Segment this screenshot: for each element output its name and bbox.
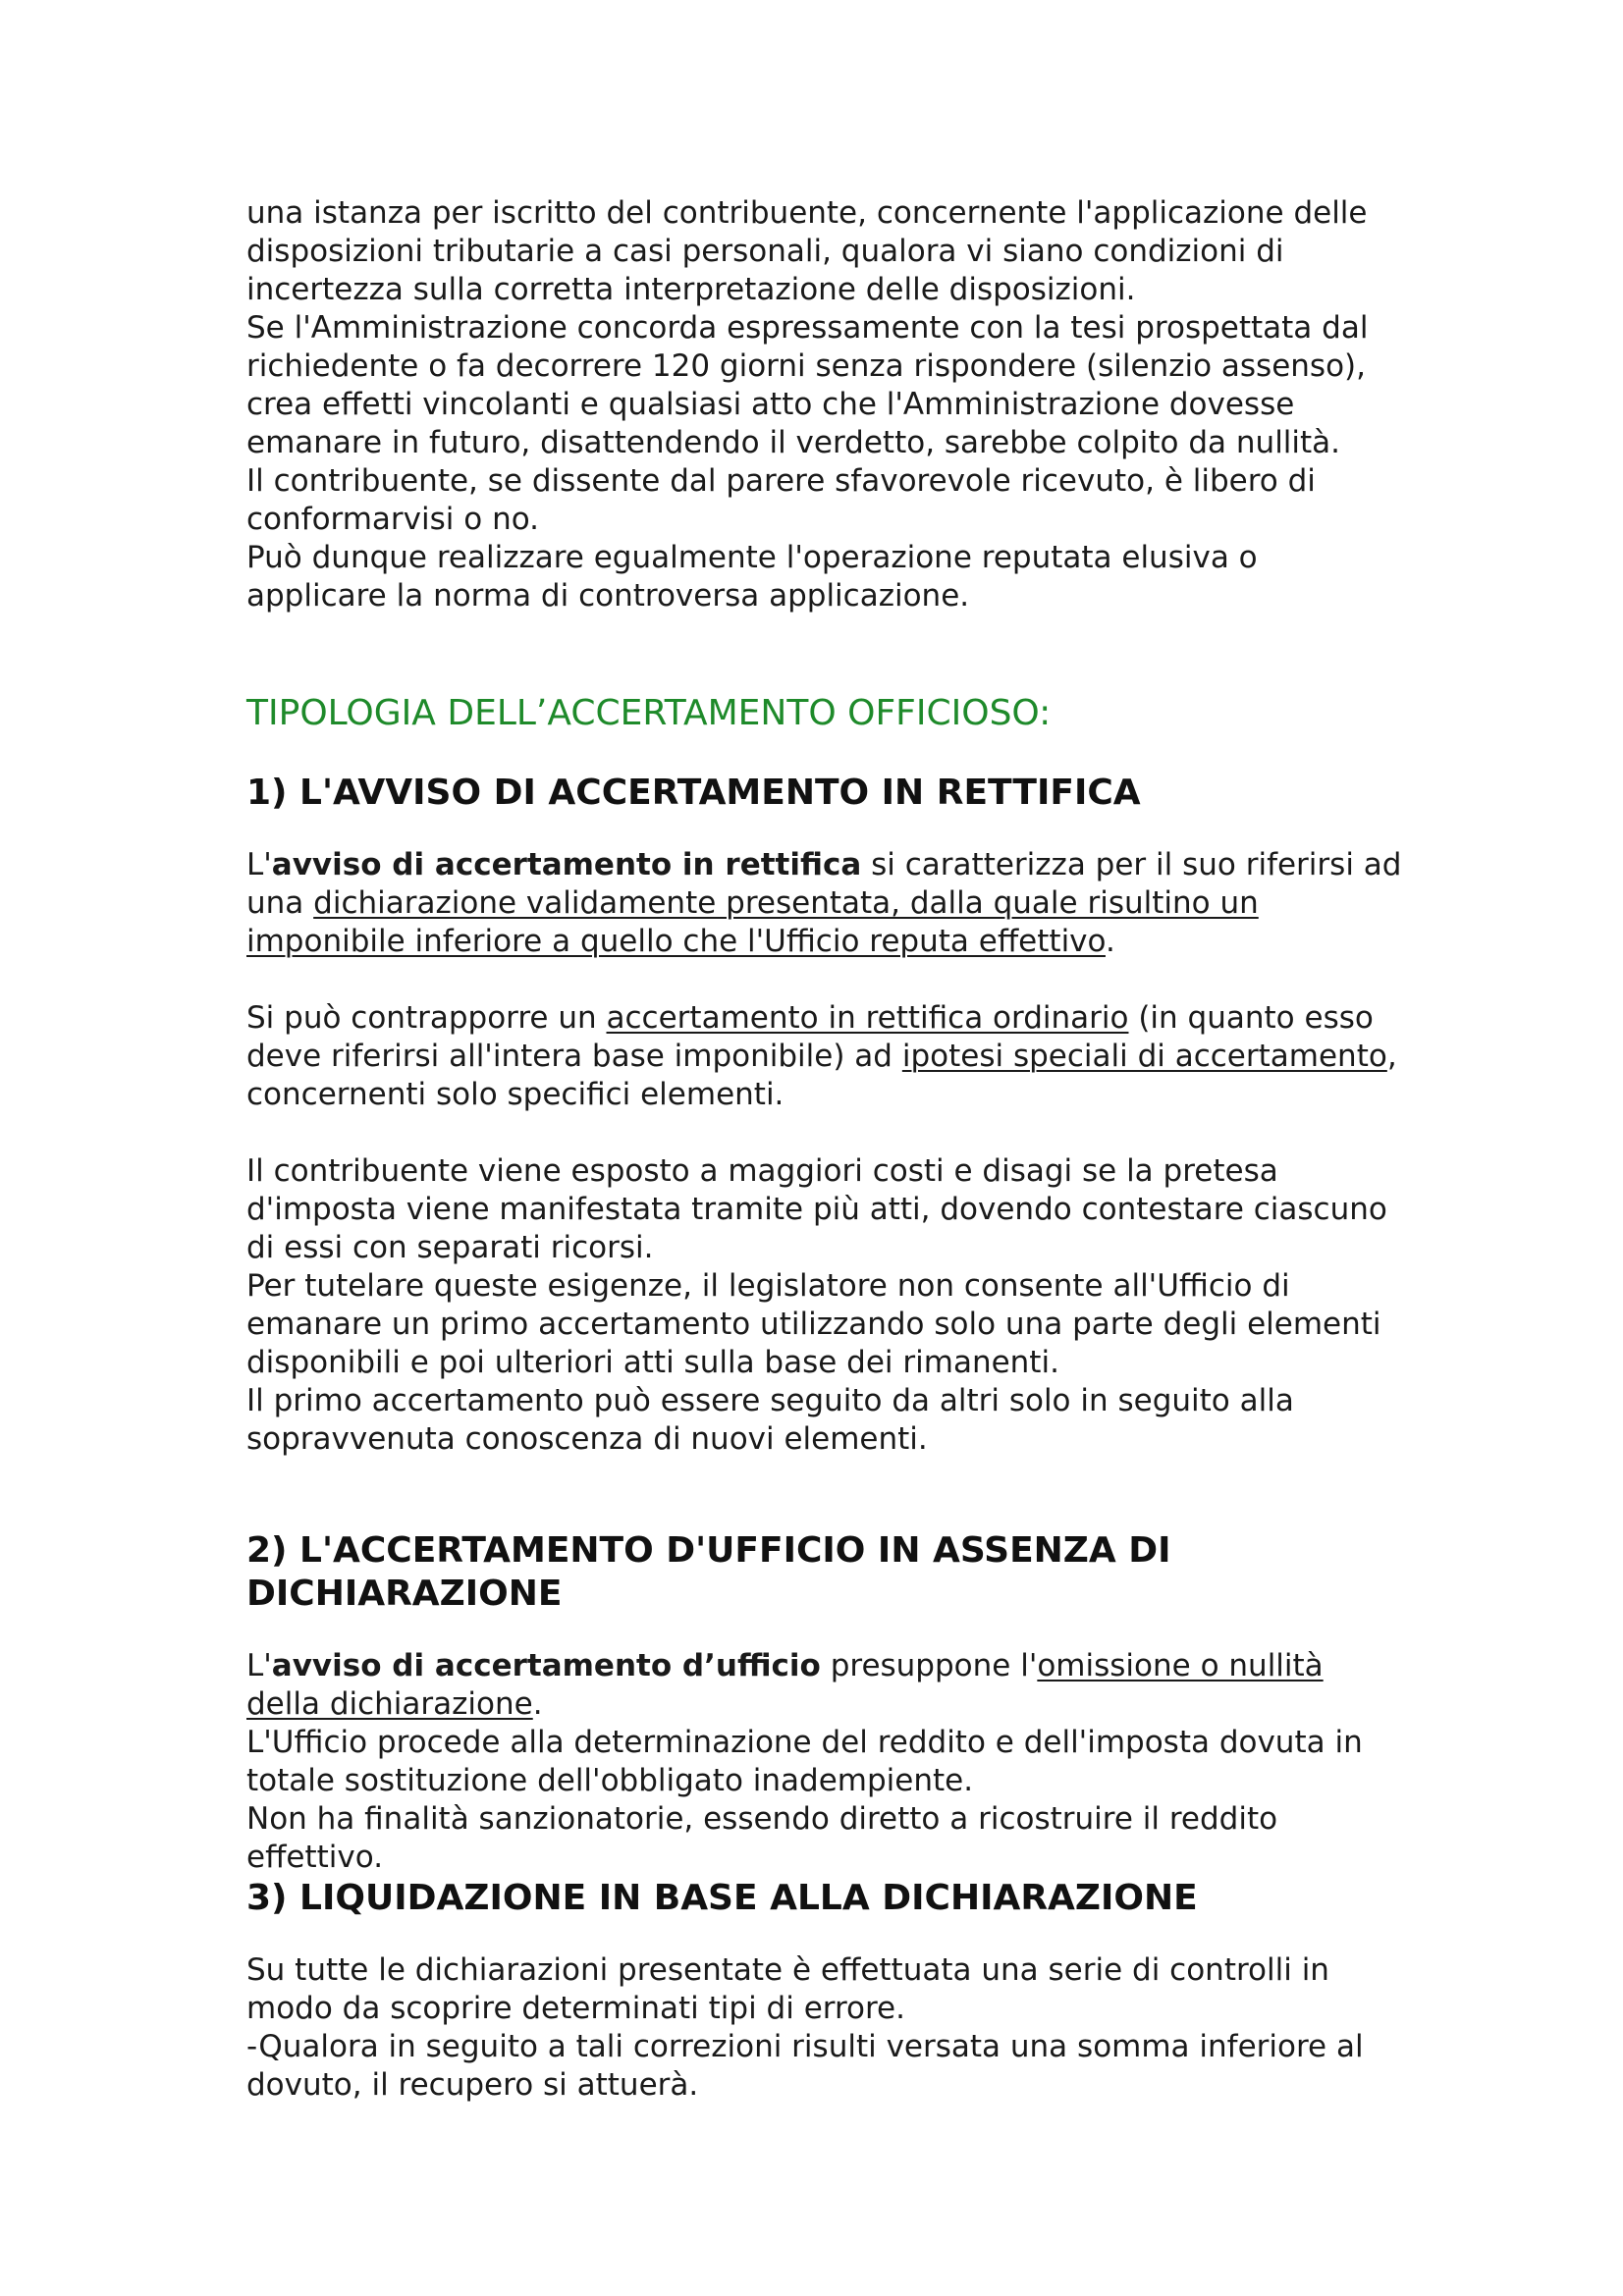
ufficio-paragraph-3: Non ha finalità sanzionatorie, essendo diretto a ricostruire il reddito effettivo.	[246, 1801, 1278, 1875]
text-run: , concernenti solo specifici elementi.	[246, 1039, 1397, 1112]
heading-ufficio: 2) L'ACCERTAMENTO D'UFFICIO IN ASSENZA DI DICHIARAZIONE	[246, 1530, 1171, 1614]
heading-liquidazione: 3) LIQUIDAZIONE IN BASE ALLA DICHIARAZIONE	[246, 1878, 1198, 1918]
text-run: L'	[246, 847, 272, 882]
underlined-text: dichiarazione validamente presentata, dalla quale risultino un imponibile inferiore a quello che l'Ufficio reputa effettivo	[246, 885, 1259, 959]
page-content	[246, 194, 1405, 2105]
bold-term: avviso di accertamento in rettifica	[271, 847, 862, 882]
ufficio-paragraph-2: L'Ufficio procede alla determinazione del reddito e dell'imposta dovuta in totale sostituzione dell'obbligato inadempiente.	[246, 1725, 1363, 1798]
underlined-text: accertamento in rettifica ordinario	[606, 1000, 1129, 1036]
intro-paragraph-2: Se l'Amministrazione concorda espressamente con la tesi prospettata dal richiedente o fa decorrere 120 giorni senza rispondere (silenzio assenso), crea effetti vincolanti e qualsiasi atto che l'Amministrazione dovesse emanare in futuro, disattendendo il verdetto, sarebbe colpito da nullità.	[246, 310, 1369, 460]
rettifica-paragraph-2	[246, 999, 1405, 1114]
liquidazione-paragraph-2: -Qualora in seguito a tali correzioni risulti versata una somma inferiore al dovuto, il recupero si attuerà.	[246, 2029, 1364, 2103]
ufficio-paragraph-1	[246, 1647, 1405, 1724]
intro-paragraph-3: Il contribuente, se dissente dal parere sfavorevole ricevuto, è libero di conformarvisi o no.	[246, 463, 1316, 537]
text-run: (in quanto esso deve riferirsi all'intera base imponibile) ad	[246, 1000, 1374, 1074]
text-run: .	[1105, 924, 1115, 959]
text-run: si caratterizza per il suo riferirsi ad una	[246, 847, 1402, 921]
liquidazione-paragraph-1: Su tutte le dichiarazioni presentate è effettuata una serie di controlli in modo da scoprire determinati tipi di errore.	[246, 1952, 1329, 2026]
underlined-text: omissione o nullità della dichiarazione	[246, 1648, 1324, 1722]
heading-rettifica: 1) L'AVVISO DI ACCERTAMENTO IN RETTIFICA	[246, 773, 1141, 813]
rettifica-paragraph-1	[246, 846, 1405, 961]
text-run: presuppone l'	[820, 1648, 1038, 1683]
text-run: L'	[246, 1648, 272, 1683]
rettifica-paragraph-3: Il contribuente viene esposto a maggiori costi e disagi se la pretesa d'imposta viene manifestata tramite più atti, dovendo contestare ciascuno di essi con separati ricorsi.	[246, 1153, 1387, 1265]
intro-paragraph-4: Può dunque realizzare egualmente l'operazione reputata elusiva o applicare la norma di controversa applicazione.	[246, 540, 1258, 614]
bold-term: avviso di accertamento d’ufficio	[271, 1648, 821, 1683]
underlined-text: ipotesi speciali di accertamento	[901, 1039, 1387, 1074]
section-title: TIPOLOGIA DELL’ACCERTAMENTO OFFICIOSO:	[246, 693, 1052, 733]
rettifica-paragraph-4: Per tutelare queste esigenze, il legislatore non consente all'Ufficio di emanare un primo accertamento utilizzando solo una parte degli elementi disponibili e poi ulteriori atti sulla base dei rimanenti.	[246, 1268, 1381, 1380]
text-run: .	[532, 1686, 543, 1722]
intro-paragraph-1: una istanza per iscritto del contribuente, concernente l'applicazione delle disposizioni tributarie a casi personali, qualora vi siano condizioni di incertezza sulla corretta interpretazione delle disposizioni.	[246, 195, 1368, 307]
rettifica-paragraph-5: Il primo accertamento può essere seguito da altri solo in seguito alla sopravvenuta conoscenza di nuovi elementi.	[246, 1383, 1294, 1457]
text-run: Si può contrapporre un	[246, 1000, 607, 1036]
